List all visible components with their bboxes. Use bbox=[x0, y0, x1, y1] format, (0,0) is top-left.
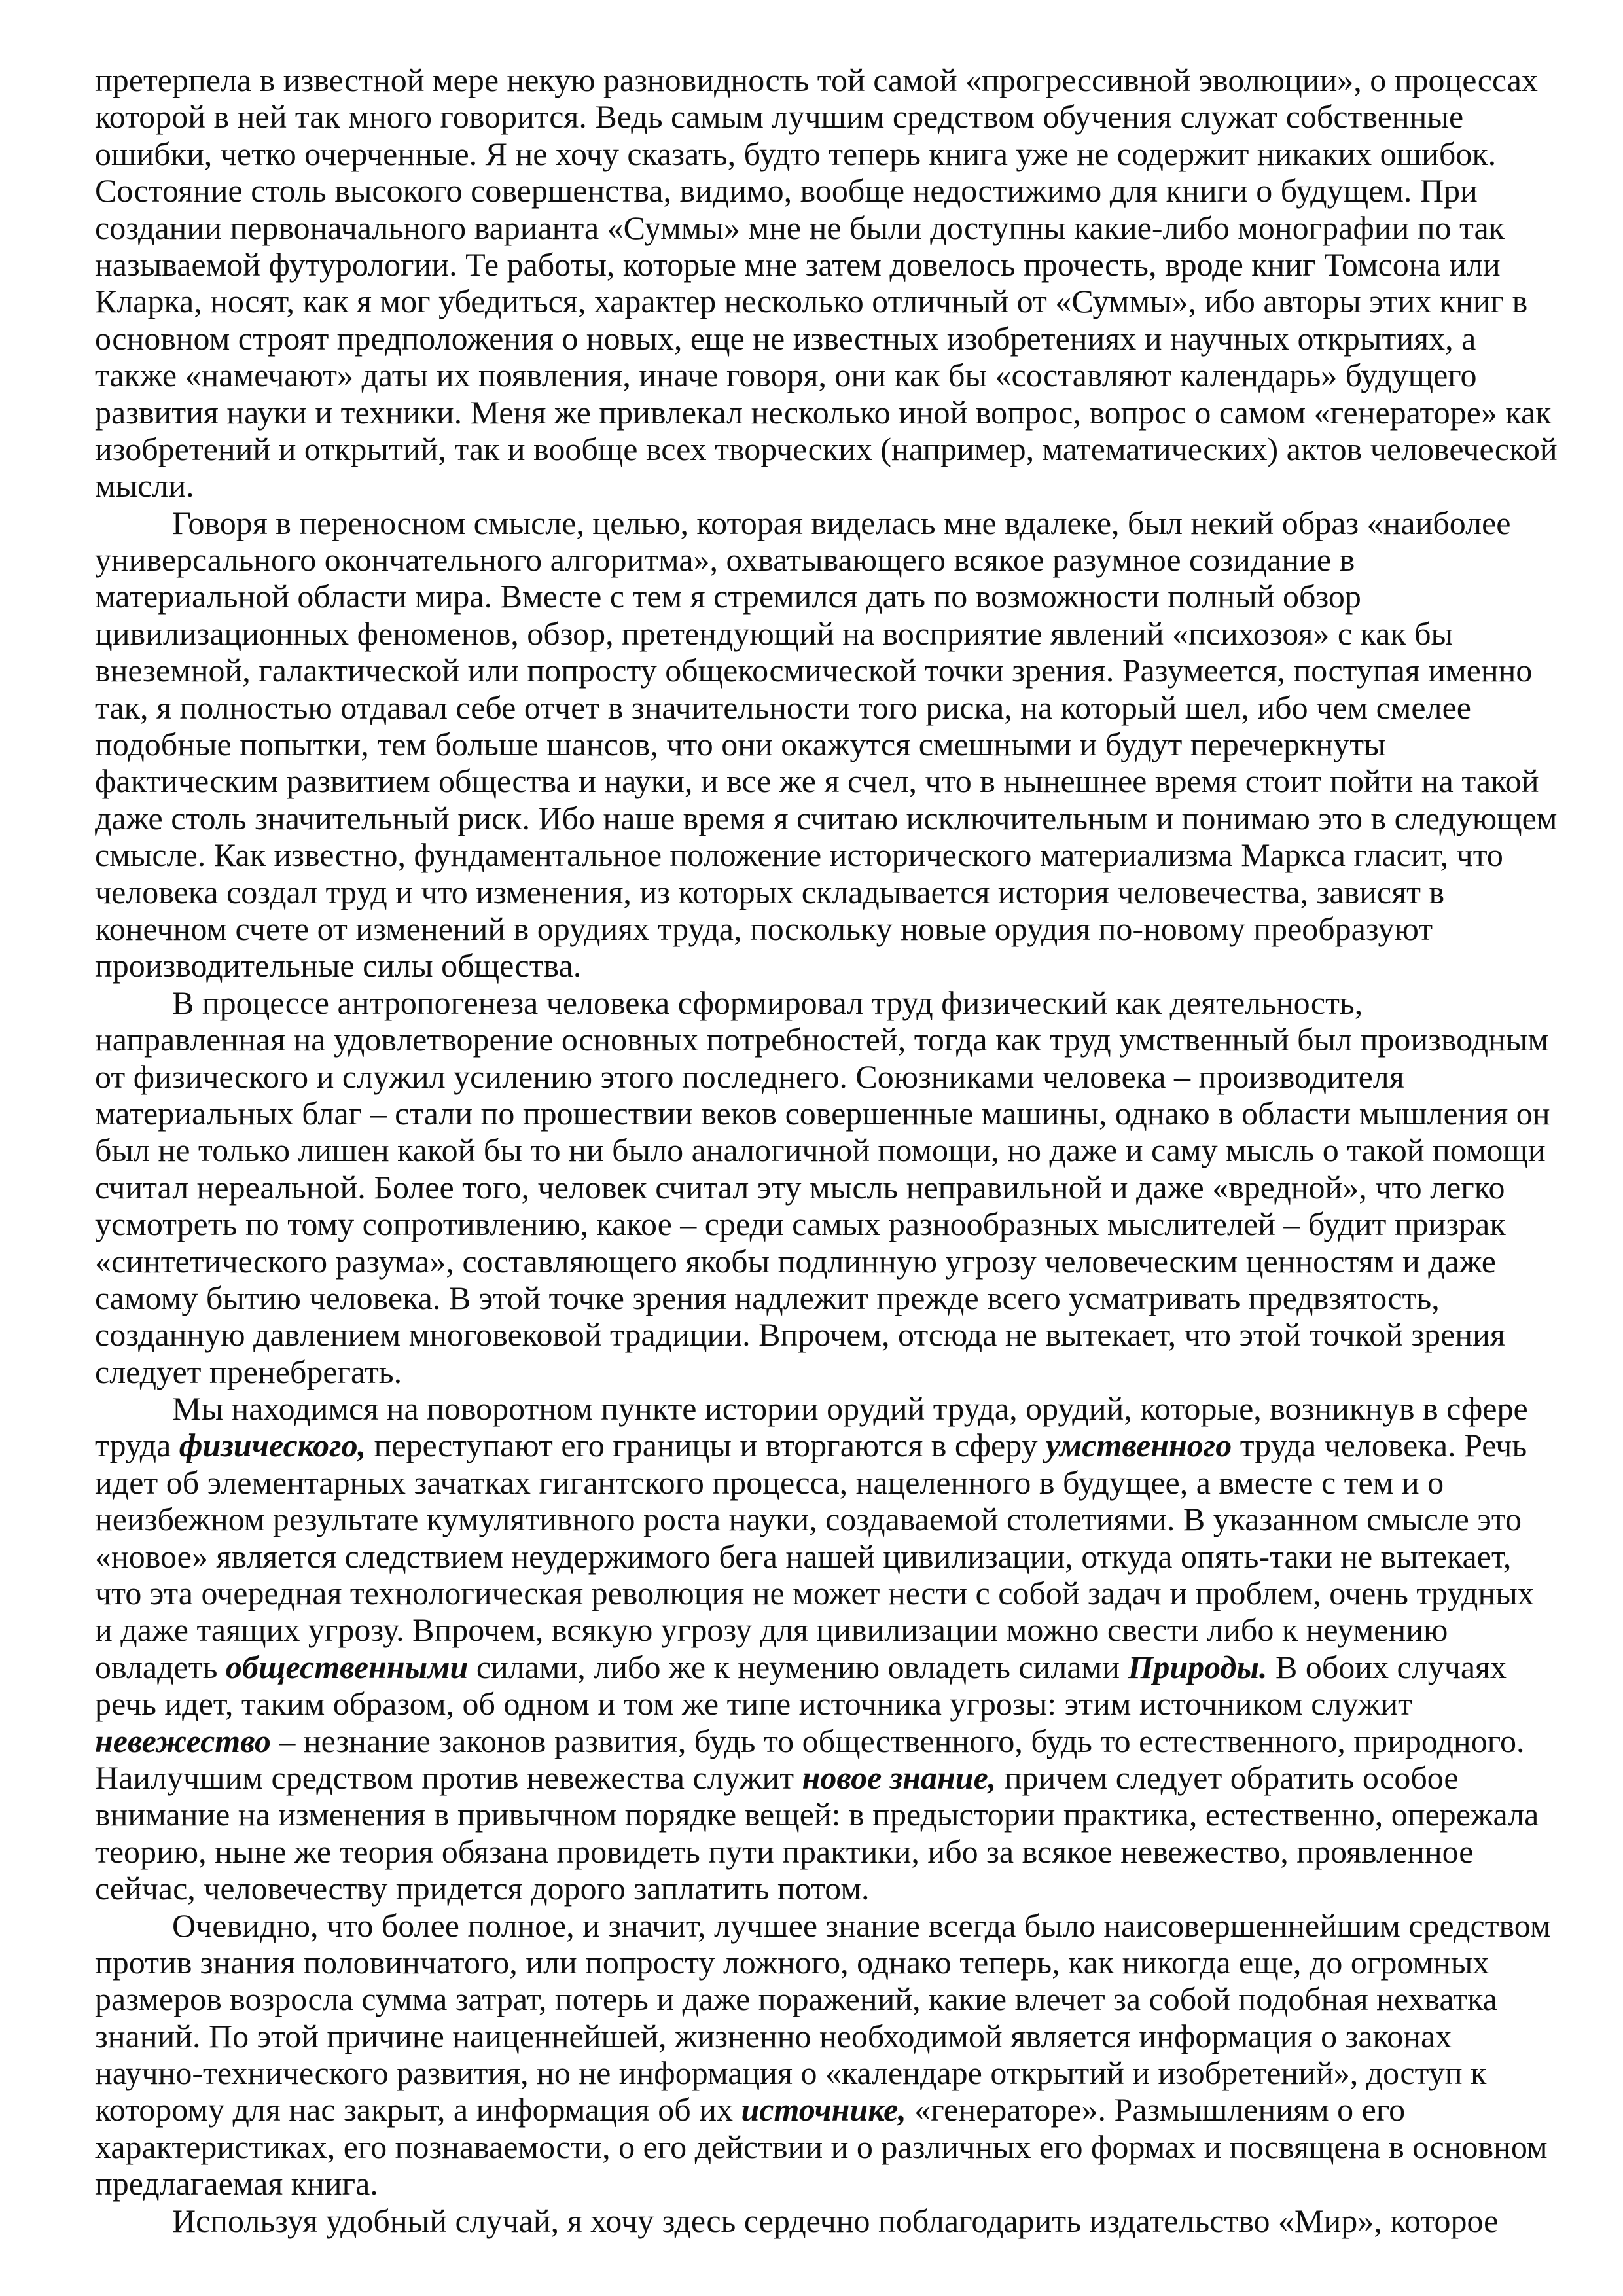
paragraph bbox=[95, 1907, 1554, 2202]
text-span: научно-технического развития, но не информация о «календаре открытий и изобретений», доступ к bbox=[95, 2054, 1487, 2092]
text-span: что эта очередная технологическая революция не может нести с собой задач и проблем, очень трудных bbox=[95, 1575, 1534, 1612]
text-line bbox=[95, 430, 1558, 467]
text-span: созданную давлением многовековой традиции. Впрочем, отсюда не вытекает, что этой точкой зрения bbox=[95, 1316, 1505, 1354]
text-span: усмотреть по тому сопротивлению, какое – среди самых разнообразных мыслителей – будит призрак bbox=[95, 1206, 1506, 1243]
text-span: В обоих случаях bbox=[1267, 1648, 1507, 1685]
text-line bbox=[95, 1575, 1554, 1611]
text-line bbox=[95, 246, 1554, 283]
text-span: овладеть bbox=[95, 1648, 226, 1685]
text-span: человека создал труд и что изменения, из которых складывается история человечества, зависят в bbox=[95, 873, 1445, 910]
text-line bbox=[95, 652, 1554, 689]
text-line bbox=[95, 1021, 1554, 1058]
text-line bbox=[95, 1981, 1554, 2017]
text-span: развития науки и техники. Меня же привлекал несколько иной вопрос, вопрос о самом «генераторе» как bbox=[95, 393, 1552, 431]
text-span: изобретений и открытий, так и вообще всех творческих (например, математических) актов человеческой bbox=[95, 430, 1558, 467]
text-line bbox=[95, 541, 1554, 578]
text-span: характеристиках, его познаваемости, о его действии и о различных его формах и посвящена в основном bbox=[95, 2128, 1548, 2165]
text-span: речь идет, таким образом, об одном и том же типе источника угрозы: этим источником служит bbox=[95, 1685, 1412, 1723]
text-line bbox=[95, 1132, 1554, 1168]
text-span: мысли. bbox=[95, 467, 194, 505]
text-span: называемой футурологии. Те работы, которые мне затем довелось прочесть, вроде книг Томсона или bbox=[95, 245, 1501, 283]
text-span: смысле. Как известно, фундаментальное положение исторического материализма Маркса гласит, что bbox=[95, 836, 1503, 874]
paragraph bbox=[95, 1390, 1554, 1907]
text-span: знаний. По этой причине наиценнейшей, жизненно необходимой является информация о законах bbox=[95, 2017, 1452, 2054]
text-line bbox=[95, 172, 1554, 209]
text-line bbox=[95, 874, 1554, 910]
text-span: причем следует обратить особое bbox=[996, 1759, 1459, 1796]
text-span: теорию, ныне же теория обязана провидеть пути практики, ибо за всякое невежество, проявленное bbox=[95, 1833, 1474, 1870]
text-span: производительные силы общества. bbox=[95, 947, 582, 984]
text-span: был не только лишен какой бы то ни было аналогичной помощи, но даже и саму мысль о такой помощи bbox=[95, 1132, 1546, 1169]
text-line bbox=[95, 320, 1554, 357]
text-line bbox=[95, 2202, 1554, 2239]
paragraph bbox=[95, 62, 1558, 505]
text-span: В процессе антропогенеза человека сформировал труд физический как деятельность, bbox=[172, 984, 1363, 1021]
text-span: которой в ней так много говорится. Ведь самым лучшим средством обучения служат собственные bbox=[95, 98, 1464, 135]
text-span: Состояние столь высокого совершенства, видимо, вообще недостижимо для книги о будущем. При bbox=[95, 172, 1478, 209]
emphasized-text: новое знание, bbox=[802, 1759, 997, 1796]
text-line bbox=[95, 689, 1554, 726]
paragraph bbox=[95, 504, 1558, 984]
text-line bbox=[95, 1427, 1554, 1463]
text-span: Кларка, носят, как я мог убедиться, характер несколько отличный от «Суммы», ибо авторы этих книг в bbox=[95, 283, 1528, 320]
text-span: фактическим развитием общества и науки, и все же я счел, что в нынешнее время стоит пойти на такой bbox=[95, 762, 1539, 800]
text-line bbox=[95, 283, 1554, 319]
text-line bbox=[95, 762, 1554, 799]
text-span: считал нереальной. Более того, человек считал эту мысль неправильной и даже «вредной», что легко bbox=[95, 1168, 1505, 1206]
text-span: которому для нас закрыт, а информация об их bbox=[95, 2091, 741, 2128]
text-line bbox=[95, 984, 1554, 1021]
emphasized-text: невежество bbox=[95, 1722, 271, 1759]
text-line bbox=[95, 1649, 1554, 1685]
text-span: основном строят предположения о новых, еще не известных изобретениях и научных открытиях, а bbox=[95, 319, 1476, 357]
paragraph bbox=[95, 2202, 1554, 2239]
text-span: материальной области мира. Вместе с тем я стремился дать по возможности полный обзор bbox=[95, 578, 1361, 615]
text-span: универсального окончательного алгоритма», охватывающего всякое разумное созидание в bbox=[95, 541, 1355, 579]
text-line bbox=[95, 799, 1558, 836]
text-line bbox=[95, 98, 1554, 135]
emphasized-text: умственного bbox=[1046, 1427, 1232, 1464]
text-line bbox=[95, 1206, 1554, 1242]
text-line bbox=[95, 1796, 1554, 1833]
text-span: даже столь значительный риск. Ибо наше время я считаю исключительным и понимаю это в следующем bbox=[95, 799, 1558, 836]
text-span: материальных благ – стали по прошествии веков совершенные машины, однако в области мышления он bbox=[95, 1094, 1550, 1132]
text-span: труда bbox=[95, 1427, 179, 1464]
emphasized-text: Природы. bbox=[1128, 1648, 1268, 1685]
text-line bbox=[95, 1058, 1554, 1095]
document-page bbox=[95, 62, 1558, 2239]
text-span: подобные попытки, тем больше шансов, что они окажутся смешными и будут перечеркнуты bbox=[95, 726, 1386, 763]
text-span: «генераторе». Размышлениям о его bbox=[906, 2091, 1406, 2128]
text-line bbox=[95, 2165, 1554, 2202]
text-line bbox=[95, 62, 1554, 98]
text-span: следует пренебрегать. bbox=[95, 1353, 402, 1390]
text-line bbox=[95, 1870, 1554, 1907]
text-line bbox=[95, 578, 1554, 615]
text-span: претерпела в известной мере некую разновидность той самой «прогрессивной эволюции», о процессах bbox=[95, 62, 1538, 98]
text-line bbox=[95, 1280, 1554, 1316]
text-line bbox=[95, 1501, 1554, 1537]
text-span: идет об элементарных зачатках гигантского процесса, нацеленного в будущее, а вместе с тем и о bbox=[95, 1463, 1444, 1501]
text-line bbox=[95, 467, 1554, 504]
text-line bbox=[95, 2128, 1554, 2165]
text-span: так, я полностью отдавал себе отчет в значительности того риска, на который шел, ибо чем смелее bbox=[95, 689, 1471, 726]
text-span: Используя удобный случай, я хочу здесь сердечно поблагодарить издательство «Мир», которое bbox=[172, 2202, 1499, 2239]
text-span: труда человека. Речь bbox=[1232, 1427, 1527, 1464]
text-span: самому бытию человека. В этой точке зрения надлежит прежде всего усматривать предвзятость, bbox=[95, 1279, 1440, 1316]
text-span: «новое» является следствием неудержимого бега нашей цивилизации, откуда опять-таки не вытекает, bbox=[95, 1537, 1512, 1575]
text-span: цивилизационных феноменов, обзор, претендующий на восприятие явлений «психозоя» с как бы bbox=[95, 615, 1454, 652]
text-line bbox=[95, 2091, 1554, 2128]
text-span: – незнание законов развития, будь то общественного, будь то естественного, природного. bbox=[270, 1722, 1525, 1759]
text-line bbox=[95, 1907, 1554, 1944]
text-span: против знания половинчатого, или попросту ложного, однако теперь, как никогда еще, до огромных bbox=[95, 1943, 1489, 1981]
text-line bbox=[95, 1316, 1554, 1353]
text-line bbox=[95, 394, 1554, 431]
text-span: Говоря в переносном смысле, целью, которая виделась мне вдалеке, был некий образ «наиболее bbox=[172, 504, 1511, 541]
text-span: Очевидно, что более полное, и значит, лучшее знание всегда было наисовершеннейшим средством bbox=[172, 1907, 1551, 1944]
text-span: сейчас, человечеству придется дорого заплатить потом. bbox=[95, 1870, 870, 1907]
text-line bbox=[95, 1095, 1554, 1132]
text-span: Мы находимся на поворотном пункте истории орудий труда, орудий, которые, возникнув в сфере bbox=[172, 1390, 1528, 1427]
text-span: силами, либо же к неумению овладеть силами bbox=[468, 1648, 1128, 1685]
text-line bbox=[95, 2054, 1554, 2091]
text-line bbox=[95, 1759, 1554, 1796]
text-span: внимание на изменения в привычном порядке вещей: в предыстории практика, естественно, опережала bbox=[95, 1796, 1539, 1833]
text-span: размеров возросла сумма затрат, потерь и даже поражений, какие влечет за собой подобная нехватка bbox=[95, 1981, 1497, 2018]
text-line bbox=[95, 1611, 1554, 1648]
text-span: неизбежном результате кумулятивного роста науки, создаваемой столетиями. В указанном смысле это bbox=[95, 1501, 1522, 1538]
text-line bbox=[95, 1685, 1554, 1722]
text-line bbox=[95, 947, 1554, 984]
text-span: создании первоначального варианта «Суммы» мне не были доступны какие-либо монографии по так bbox=[95, 209, 1505, 246]
text-line bbox=[95, 1169, 1554, 1206]
paragraph bbox=[95, 984, 1554, 1390]
text-line bbox=[95, 505, 1554, 541]
text-span: предлагаемая книга. bbox=[95, 2165, 378, 2202]
text-span: направленная на удовлетворение основных потребностей, тогда как труд умственный был производным bbox=[95, 1021, 1549, 1058]
text-span: также «намечают» даты их появления, иначе говоря, они как бы «составляют календарь» будущего bbox=[95, 357, 1477, 394]
text-span: переступают его границы и вторгаются в сферу bbox=[366, 1427, 1046, 1464]
text-line bbox=[95, 1538, 1554, 1575]
text-span: ошибки, четко очерченные. Я не хочу сказать, будто теперь книга уже не содержит никаких ошибок. bbox=[95, 135, 1497, 172]
text-line bbox=[95, 135, 1554, 172]
text-line bbox=[95, 836, 1554, 873]
text-span: «синтетического разума», составляющего якобы подлинную угрозу человеческим ценностям и даже bbox=[95, 1242, 1496, 1280]
text-span: конечном счете от изменений в орудиях труда, поскольку новые орудия по-новому преобразуют bbox=[95, 910, 1433, 947]
text-line bbox=[95, 615, 1554, 652]
text-line bbox=[95, 1723, 1554, 1759]
emphasized-text: общественными bbox=[225, 1648, 469, 1685]
text-line bbox=[95, 726, 1554, 762]
text-line bbox=[95, 209, 1554, 246]
text-line bbox=[95, 1243, 1554, 1280]
text-span: от физического и служил усилению этого последнего. Союзниками человека – производителя bbox=[95, 1058, 1404, 1095]
text-line bbox=[95, 1390, 1554, 1427]
emphasized-text: источнике, bbox=[741, 2091, 906, 2128]
text-line bbox=[95, 1354, 1554, 1390]
text-span: внеземной, галактической или попросту общекосмической точки зрения. Разумеется, поступая именно bbox=[95, 652, 1533, 689]
text-line bbox=[95, 357, 1554, 393]
text-line bbox=[95, 2018, 1554, 2054]
text-line bbox=[95, 1464, 1554, 1501]
text-span: Наилучшим средством против невежества служит bbox=[95, 1759, 802, 1796]
emphasized-text: физического, bbox=[179, 1427, 366, 1464]
text-line bbox=[95, 1833, 1554, 1870]
text-line bbox=[95, 1944, 1554, 1981]
text-span: и даже таящих угрозу. Впрочем, всякую угрозу для цивилизации можно свести либо к неумению bbox=[95, 1611, 1448, 1649]
text-line bbox=[95, 910, 1554, 947]
